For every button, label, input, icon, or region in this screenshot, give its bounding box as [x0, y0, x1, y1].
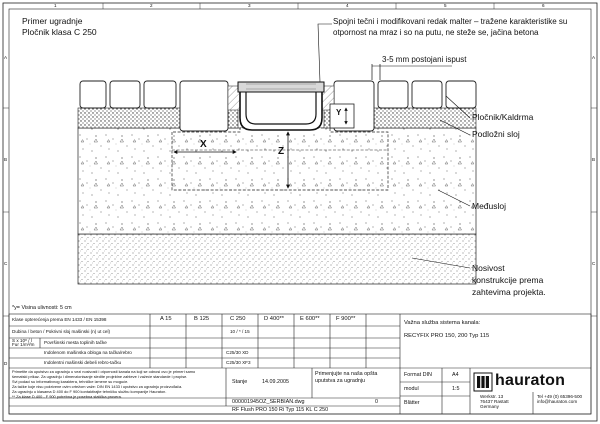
concrete-haunch	[172, 128, 388, 190]
general-note-2: šematski prikaz. Za ugradnju i dimenzionisanje sledite projektne zahteve i važeće standarde i propise.	[12, 374, 188, 379]
row2-label: Dubina / beton / Pokrivni sloj mašinski (n) ut cel)	[12, 329, 111, 334]
product-name: RECYFIX PRO 150, 200 Typ 115	[404, 333, 490, 339]
class-d400: D 400**	[264, 316, 284, 322]
label-base-line2: konstrukcije prema	[472, 275, 544, 285]
general-note-1: Primetite da uputstvo za ugradnju u vezi nosivosti i otpornosti kanala na koji se odnosi ovo je primeri samo	[12, 369, 196, 374]
grid-letter-c: C	[4, 261, 8, 266]
drawing-note-2: uputstva za ugradnju	[315, 378, 366, 384]
grid-letter-b: B	[4, 157, 8, 162]
format-value: A4	[452, 372, 459, 378]
row3-label-a: S x 10⁸ / l	[12, 338, 32, 343]
drawing-title: Primer ugradnje	[22, 16, 83, 26]
drawing-number: 000001945OZ_SERBIAN.dwg	[232, 399, 305, 405]
address-line3: Germany	[480, 404, 499, 409]
label-base-line1: Nosivost	[472, 263, 505, 273]
y-dimension-box	[330, 104, 354, 128]
format-label: Format DIN	[404, 372, 432, 378]
grid-number-1: 1	[54, 3, 57, 8]
row2-value: 10 / * / 15	[230, 329, 250, 334]
mortar-note-line1: Spojni tečni i modifikovani redak malter – tražene karakteristike su	[333, 17, 568, 26]
drainage-channel	[238, 82, 324, 130]
class-b125: B 125	[194, 316, 210, 322]
label-base-line3: zahtevima projekta.	[472, 287, 546, 297]
row3-label-b: Fur 1/m³/m	[12, 342, 35, 347]
dimension-x: X	[200, 139, 207, 150]
grid-number-5: 5	[444, 3, 447, 8]
website: info@hauraton.com	[537, 399, 578, 404]
grid-letter-c-right: C	[592, 261, 596, 266]
phone: Tel +49 (0) 65396-500	[537, 394, 583, 399]
stanje-date: 14.09.2005	[262, 379, 289, 385]
stanje-label: Stanje	[232, 379, 248, 385]
grid-letter-a-right: A	[592, 55, 596, 60]
general-note-6: ** Za klase D 400 - F 900 potrebna je posebna statička provera.	[12, 394, 122, 399]
label-intermediate: Međusloj	[472, 201, 507, 211]
drawing-caption: RF Flush PRO 150 Ri Typ 115 KL C 250	[232, 407, 329, 413]
modul-value: 1:5	[452, 386, 460, 392]
class-e600: E 600**	[300, 316, 320, 322]
class-f900: F 900**	[336, 316, 356, 322]
class-c250: C 250	[230, 316, 246, 322]
drawing-note-1: Primenjujte na naša opšta	[315, 371, 378, 377]
general-note-5: Za ugradnju u klasama D 400 do F 900 kontaktirajte tehničku službu kompanije Hauraton.	[12, 389, 167, 394]
row5-value: C25/30 XF3	[226, 360, 251, 365]
grid-letter-b-right: B	[592, 157, 596, 162]
label-paving: Pločnik/Kaldrma	[472, 112, 534, 122]
gap-note: 3-5 mm postojani ispust	[382, 55, 467, 64]
grid-number-3: 3	[248, 3, 251, 8]
row3-text: Površinski mesta toplinih tačke	[44, 340, 107, 345]
general-note-4: Za tačke koje nisu pokrivene ovim crtežom važe: DIN EN 1433 i uputstvo za ugradnju proizvođača.	[12, 384, 183, 389]
hauraton-logo-mark	[474, 373, 492, 391]
dimension-z: Z	[278, 146, 285, 157]
brand-name: hauraton	[495, 372, 566, 389]
modul-label: modul	[404, 386, 419, 392]
address-line1: Werkstr. 13	[480, 394, 504, 399]
grid-letter-a: A	[4, 55, 8, 60]
general-note-3: Svi podaci su informativnog karaktera, tehničke izmene su moguće.	[12, 379, 129, 384]
blatt-label: Blätter	[404, 400, 420, 406]
load-class-label: Klase opterećenja prema EN 1433 / EN 15398	[12, 317, 107, 322]
label-bedding: Podložni sloj	[472, 129, 520, 139]
footnote: *y= Visina ulivnosti: 5 cm	[12, 305, 72, 311]
class-a15: A 15	[160, 316, 172, 322]
grid-number-4: 4	[346, 3, 349, 8]
drawing-index: 0	[375, 399, 378, 405]
row4-value: C25/30 XD	[226, 350, 249, 355]
drawing-subtitle: Pločnik klasa C 250	[22, 27, 97, 37]
address-line2: 76437 Rastatt	[480, 399, 509, 404]
grid-number-6: 6	[542, 3, 545, 8]
mortar-note-line2: otpornost na mraz i so na putu, ne steže se, jačina betona	[333, 28, 539, 37]
grid-number-2: 2	[150, 3, 153, 8]
product-heading: Važna služba sistema kanala:	[404, 320, 481, 326]
grate	[238, 82, 324, 92]
row5-text: Indolentni mašinski debeli rebro-tačku	[44, 360, 122, 365]
grid-letter-d: D	[4, 361, 8, 366]
row4-text: Indolenom mašinska obloga na tačka/rebro	[44, 350, 132, 355]
dimension-y: Y	[336, 108, 342, 117]
